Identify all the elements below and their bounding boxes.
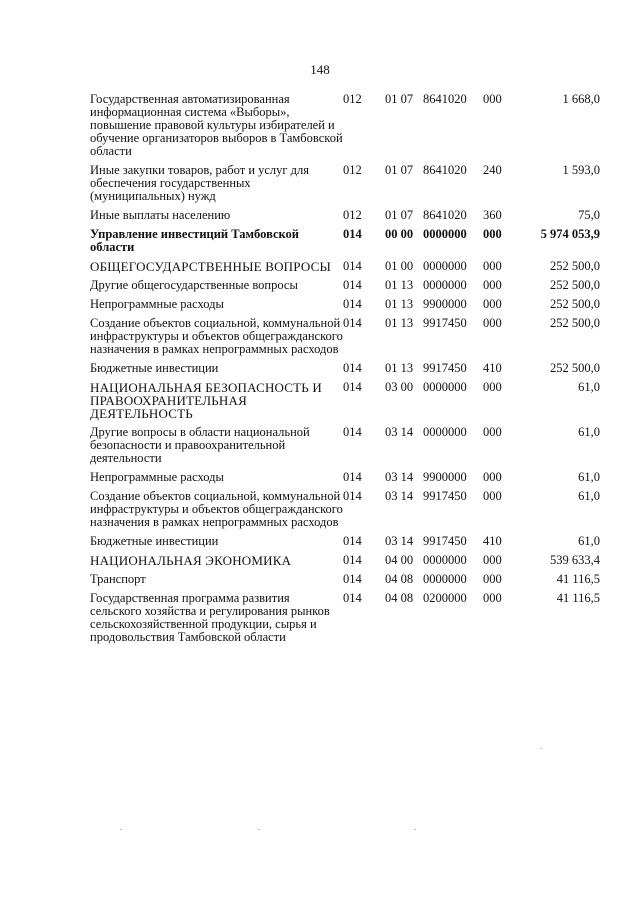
- expense-type-cell: 000: [483, 227, 502, 241]
- amount-cell: 252 500,0: [550, 361, 600, 375]
- target-code-cell: 9900000: [423, 297, 467, 311]
- expense-type-cell: 240: [483, 163, 502, 177]
- amount-cell: 41 116,5: [556, 572, 600, 586]
- ministry-code-cell: 014: [343, 259, 362, 273]
- ministry-code-cell: 012: [343, 163, 362, 177]
- ministry-code-cell: 014: [343, 489, 362, 503]
- budget-table: [90, 93, 600, 650]
- ministry-code-cell: 014: [343, 425, 362, 439]
- scan-speck: [414, 829, 416, 830]
- expense-type-cell: 000: [483, 380, 502, 394]
- expense-type-cell: 000: [483, 297, 502, 311]
- amount-cell: 539 633,4: [550, 553, 600, 567]
- row-name-cell: Бюджетные инвестиции: [90, 534, 219, 548]
- expense-type-cell: 000: [483, 553, 502, 567]
- section-code-cell: 01 00: [384, 259, 414, 273]
- expense-type-cell: 410: [483, 361, 502, 375]
- table-row: [90, 592, 600, 650]
- scan-speck: [540, 748, 542, 749]
- target-code-cell: 9917450: [423, 316, 467, 330]
- ministry-code-cell: 014: [343, 591, 362, 605]
- amount-cell: 1 668,0: [562, 92, 600, 106]
- table-row: [90, 279, 600, 298]
- ministry-code-cell: 014: [343, 572, 362, 586]
- budget-table-body: [90, 93, 600, 650]
- section-code-cell: 01 13: [384, 316, 414, 330]
- ministry-code-cell: 012: [343, 92, 362, 106]
- row-name-cell: Управление инвестиций Тамбовской области: [90, 227, 300, 254]
- section-code-cell: 00 00: [384, 227, 414, 241]
- table-row: [90, 228, 600, 260]
- section-code-cell: 01 13: [384, 278, 414, 292]
- ministry-code-cell: 014: [343, 553, 362, 567]
- target-code-cell: 0000000: [423, 572, 467, 586]
- expense-type-cell: 000: [483, 425, 502, 439]
- table-row: [90, 471, 600, 490]
- target-code-cell: 0000000: [423, 553, 467, 567]
- target-code-cell: 8641020: [423, 208, 467, 222]
- target-code-cell: 9900000: [423, 470, 467, 484]
- expense-type-cell: 000: [483, 259, 502, 273]
- ministry-code-cell: 014: [343, 380, 362, 394]
- section-code-cell: 04 08: [384, 572, 414, 586]
- amount-cell: 1 593,0: [562, 163, 600, 177]
- ministry-code-cell: 014: [343, 470, 362, 484]
- target-code-cell: 0000000: [423, 380, 467, 394]
- section-code-cell: 01 07: [384, 163, 414, 177]
- amount-cell: 61,0: [578, 470, 600, 484]
- ministry-code-cell: 014: [343, 297, 362, 311]
- ministry-code-cell: 014: [343, 227, 362, 241]
- table-row: [90, 554, 600, 573]
- scan-speck: [258, 829, 260, 830]
- expense-type-cell: 410: [483, 534, 502, 548]
- table-row: [90, 535, 600, 554]
- section-code-cell: 03 14: [384, 534, 414, 548]
- amount-cell: 61,0: [578, 534, 600, 548]
- amount-cell: 252 500,0: [550, 259, 600, 273]
- target-code-cell: 8641020: [423, 92, 467, 106]
- row-name-cell: Иные закупки товаров, работ и услуг для обеспечения государственных (муниципальных) нужд: [90, 163, 310, 203]
- table-row: [90, 426, 600, 471]
- table-row: [90, 260, 600, 279]
- amount-cell: 41 116,5: [556, 591, 600, 605]
- section-code-cell: 04 00: [384, 553, 414, 567]
- table-row: [90, 298, 600, 317]
- amount-cell: 61,0: [578, 425, 600, 439]
- expense-type-cell: 000: [483, 278, 502, 292]
- expense-type-cell: 000: [483, 470, 502, 484]
- section-code-cell: 03 14: [384, 489, 414, 503]
- row-name-cell: ОБЩЕГОСУДАРСТВЕННЫЕ ВОПРОСЫ: [90, 259, 331, 274]
- target-code-cell: 0000000: [423, 259, 467, 273]
- section-code-cell: 03 14: [384, 470, 414, 484]
- table-row: [90, 362, 600, 381]
- section-code-cell: 01 13: [384, 361, 414, 375]
- expense-type-cell: 000: [483, 92, 502, 106]
- section-code-cell: 03 00: [384, 380, 414, 394]
- amount-cell: 75,0: [578, 208, 600, 222]
- target-code-cell: 0200000: [423, 591, 467, 605]
- ministry-code-cell: 014: [343, 361, 362, 375]
- table-row: [90, 93, 600, 164]
- ministry-code-cell: 014: [343, 278, 362, 292]
- table-row: [90, 164, 600, 209]
- ministry-code-cell: 014: [343, 534, 362, 548]
- amount-cell: 252 500,0: [550, 297, 600, 311]
- row-name-cell: Другие общегосударственные вопросы: [90, 278, 298, 292]
- target-code-cell: 0000000: [423, 425, 467, 439]
- row-name-cell: Создание объектов социальной, коммунальной инфраструктуры и объектов общегражданского назначения в рамках непрограммных расходов: [90, 489, 343, 529]
- row-name-cell: Транспорт: [90, 572, 146, 586]
- ministry-code-cell: 012: [343, 208, 362, 222]
- row-name-cell: Государственная программа развития сельского хозяйства и регулирования рынков сельскохозяйственной продукции, сырья и продовольствия Тамбовской области: [90, 591, 330, 644]
- row-name-cell: Непрограммные расходы: [90, 470, 224, 484]
- section-code-cell: 01 07: [384, 208, 414, 222]
- expense-type-cell: 360: [483, 208, 502, 222]
- target-code-cell: 9917450: [423, 489, 467, 503]
- expense-type-cell: 000: [483, 489, 502, 503]
- expense-type-cell: 000: [483, 572, 502, 586]
- target-code-cell: 9917450: [423, 361, 467, 375]
- expense-type-cell: 000: [483, 591, 502, 605]
- table-row: [90, 209, 600, 228]
- section-code-cell: 01 13: [384, 297, 414, 311]
- section-code-cell: 03 14: [384, 425, 414, 439]
- amount-cell: 61,0: [578, 489, 600, 503]
- amount-cell: 5 974 053,9: [540, 227, 600, 241]
- row-name-cell: Бюджетные инвестиции: [90, 361, 219, 375]
- row-name-cell: НАЦИОНАЛЬНАЯ БЕЗОПАСНОСТЬ И ПРАВООХРАНИТЕЛЬНАЯ ДЕЯТЕЛЬНОСТЬ: [90, 380, 323, 421]
- row-name-cell: Создание объектов социальной, коммунальной инфраструктуры и объектов общегражданского назначения в рамках непрограммных расходов: [90, 316, 343, 356]
- row-name-cell: Другие вопросы в области национальной безопасности и правоохранительной деятельности: [90, 425, 310, 465]
- table-row: [90, 317, 600, 362]
- amount-cell: 252 500,0: [550, 278, 600, 292]
- ministry-code-cell: 014: [343, 316, 362, 330]
- row-name-cell: НАЦИОНАЛЬНАЯ ЭКОНОМИКА: [90, 553, 292, 568]
- amount-cell: 61,0: [578, 380, 600, 394]
- scan-speck: [120, 829, 122, 830]
- row-name-cell: Иные выплаты населению: [90, 208, 231, 222]
- section-code-cell: 04 08: [384, 591, 414, 605]
- target-code-cell: 0000000: [423, 278, 467, 292]
- amount-cell: 252 500,0: [550, 316, 600, 330]
- target-code-cell: 0000000: [423, 227, 467, 241]
- target-code-cell: 8641020: [423, 163, 467, 177]
- row-name-cell: Государственная автоматизированная информационная система «Выборы», повышение правовой культуры избирателей и обучение организаторов выборов в Тамбовской области: [90, 92, 343, 158]
- target-code-cell: 9917450: [423, 534, 467, 548]
- expense-type-cell: 000: [483, 316, 502, 330]
- page-number: 148: [310, 62, 330, 77]
- section-code-cell: 01 07: [384, 92, 414, 106]
- row-name-cell: Непрограммные расходы: [90, 297, 224, 311]
- table-row: [90, 573, 600, 592]
- table-row: [90, 381, 600, 426]
- table-row: [90, 490, 600, 535]
